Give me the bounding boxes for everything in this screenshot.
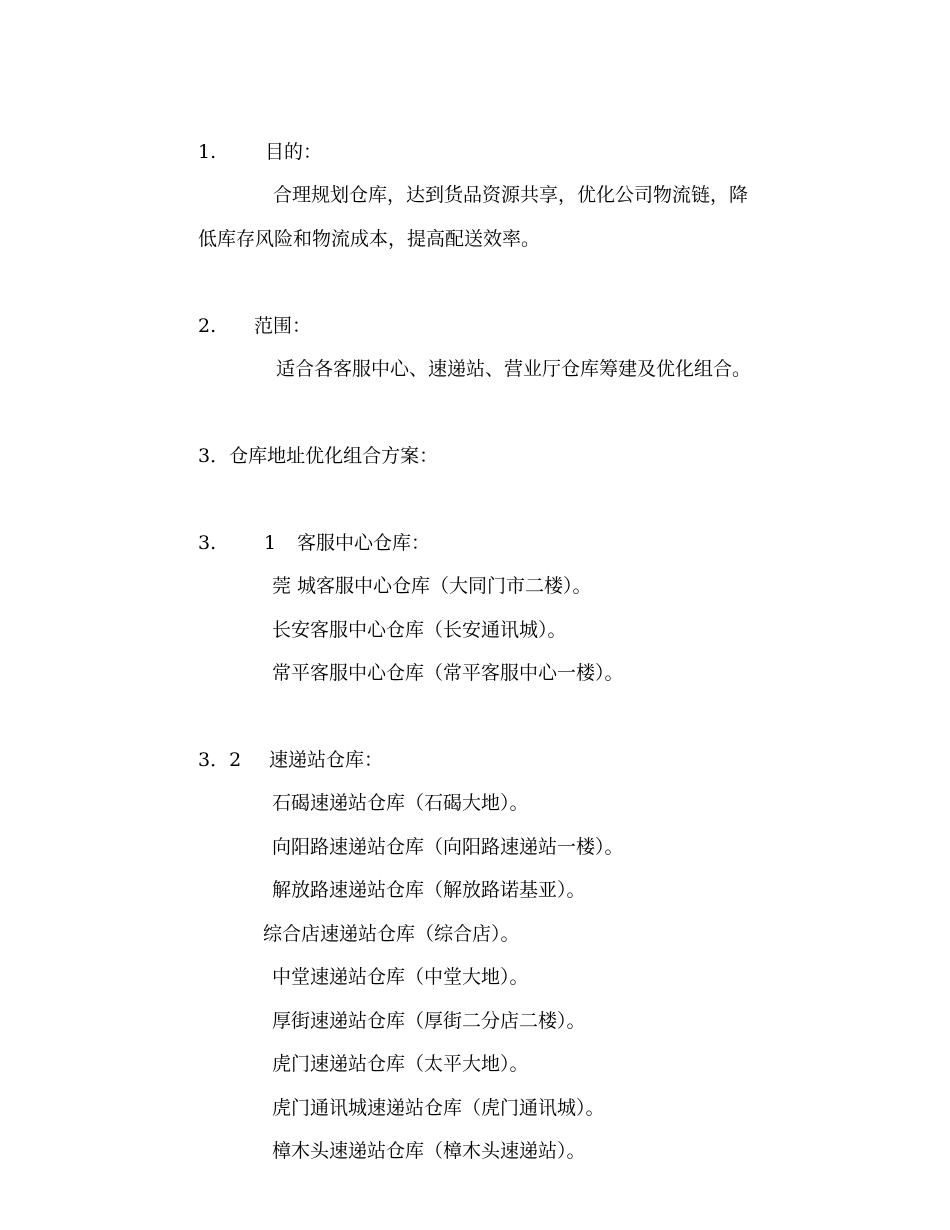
list-item: 常平客服中心仓库（常平客服中心一楼）。 xyxy=(272,662,624,684)
section-1-title: 目的： xyxy=(265,141,323,163)
list-item: 中堂速递站仓库（中堂大地）。 xyxy=(272,966,529,988)
section-3-2-number: 3．2 xyxy=(198,749,242,771)
list-item: 向阳路速递站仓库（向阳路速递站一楼）。 xyxy=(272,836,624,858)
section-3-2-title: 速递站仓库： xyxy=(269,749,384,771)
section-3-1-title: 客服中心仓库： xyxy=(297,532,431,554)
list-item: 虎门通讯城速递站仓库（虎门通讯城）。 xyxy=(272,1097,605,1119)
section-3-heading: 3．仓库地址优化组合方案： xyxy=(198,445,439,467)
list-item: 厚街速递站仓库（厚街二分店二楼）。 xyxy=(272,1010,586,1032)
section-2-body: 适合各客服中心、速递站、营业厅仓库筹建及优化组合。 xyxy=(276,358,752,380)
list-item: 虎门速递站仓库（太平大地）。 xyxy=(272,1053,529,1075)
section-3-1-subnumber: 1 xyxy=(264,532,277,554)
list-item: 解放路速递站仓库（解放路诺基亚）。 xyxy=(272,879,586,901)
section-1-body-line-2: 低库存风险和物流成本，提高配送效率。 xyxy=(198,228,541,250)
section-1-body-line-1: 合理规划仓库，达到货品资源共享，优化公司物流链，降 xyxy=(273,184,749,206)
list-item: 长安客服中心仓库（长安通讯城）。 xyxy=(272,619,567,641)
list-item: 樟木头速递站仓库（樟木头速递站）。 xyxy=(272,1140,586,1162)
section-3-1-number: 3. xyxy=(198,532,217,554)
list-item: 莞 城客服中心仓库（大同门市二楼）。 xyxy=(272,575,592,597)
section-1-number: 1. xyxy=(198,141,217,163)
list-item: 综合店速递站仓库（综合店）。 xyxy=(263,923,520,945)
section-2-number: 2. xyxy=(198,315,217,337)
list-item: 石碣速递站仓库（石碣大地）。 xyxy=(272,792,529,814)
section-2-title: 范围： xyxy=(254,315,312,337)
